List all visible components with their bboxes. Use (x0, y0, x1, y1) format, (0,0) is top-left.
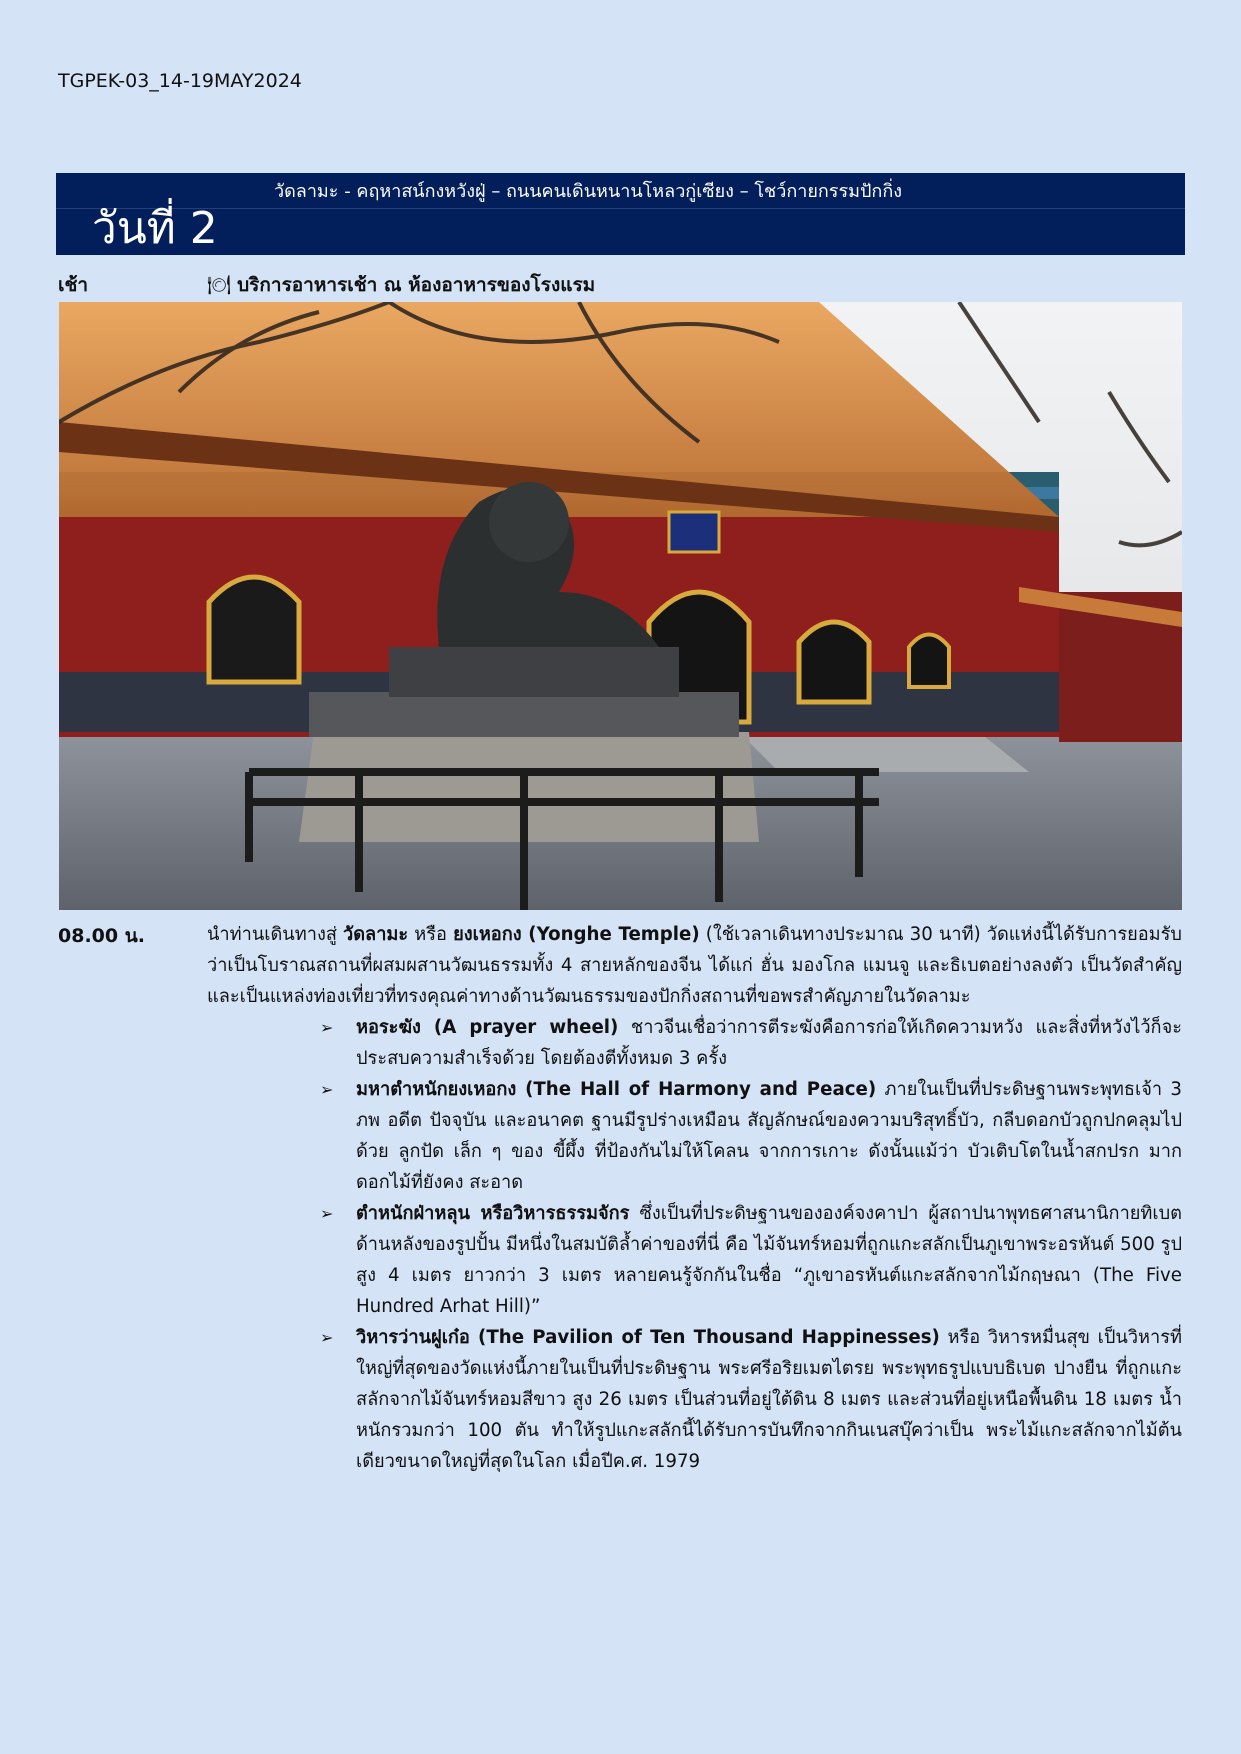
list-item (320, 1074, 1182, 1198)
document-code: TGPEK-03_14-19MAY2024 (58, 70, 302, 92)
highlight-title: ตำหนักฝ่าหลุน หรือวิหารธรรมจักร (356, 1203, 630, 1224)
temple-highlights-list (320, 1012, 1182, 1477)
intro-text-pre: นำท่านเดินทางสู่ (207, 924, 344, 945)
breakfast-line (207, 270, 595, 300)
highlight-title: วิหารว่านฝูเก๋อ (The Pavilion of Ten Thousand Happinesses) (356, 1327, 940, 1348)
highlight-title: หอระฆัง (A prayer wheel) (356, 1017, 619, 1038)
list-item (320, 1198, 1182, 1322)
list-item (320, 1322, 1182, 1477)
day-itinerary-subtitle: วัดลามะ - คฤหาสน์กงหวังฝู่ – ถนนคนเดินหนานโหลวกู่เซียง – โชว์กายกรรมปักกิ่ง (274, 181, 903, 202)
intro-temple-name: วัดลามะ (343, 924, 409, 945)
arrow-bullet-icon: ➢ (320, 1080, 334, 1099)
highlight-text: ซึ่งเป็นที่ประดิษฐานขององค์จงคาปา ผู้สถาปนาพุทธศาสนานิกายทิเบต ด้านหลังของรูปปั้น มีหนึ่งในสมบัติล้ำค่าของที่นี่ คือ ไม้จันทร์หอมที่ถูกแกะสลักเป็นภูเขาพระอรหันต์ 500 รูป สูง 4 เมตร ยาวกว่า 3 เมตร หลายคนรู้จักกันในชื่อ “ภูเขาอรหันต์แกะสลักจากไม้กฤษณา (The Five Hundred Arhat Hill)” (356, 1203, 1182, 1317)
intro-temple-alt-name: ยงเหอกง (Yonghe Temple) (453, 924, 700, 945)
plate-cutlery-icon: 🍽 (207, 274, 232, 296)
temple-illustration (59, 302, 1182, 910)
day-header-banner (56, 173, 1185, 255)
intro-text-mid: หรือ (408, 924, 454, 945)
morning-label: เช้า (58, 274, 89, 296)
banner-divider (56, 208, 1185, 209)
intro-text-post: (ใช้เวลาเดินทางประมาณ 30 นาที) วัดแห่งนี้ได้รับการยอมรับว่าเป็นโบราณสถานที่ผสมผสานวัฒนธรรมทั้ง 4 สายหลักของจีน ได้แก่ ฮั่น มองโกล แมนจู และธิเบตอย่างลงตัว เป็นวัดสำคัญ และเป็นแหล่งท่องเที่ยวที่ทรงคุณค่าทางด้านวัฒนธรรมของปักกิ่งสถานที่ขอพรสำคัญภายในวัดลามะ (207, 924, 1182, 1007)
schedule-time: 08.00 น. (58, 925, 145, 947)
day-title: วันที่ 2 (92, 203, 218, 254)
arrow-bullet-icon: ➢ (320, 1204, 334, 1223)
list-item (320, 1012, 1182, 1074)
highlight-text: ภายในเป็นที่ประดิษฐานพระพุทธเจ้า 3 ภพ อดีต ปัจจุบัน และอนาคต ฐานมีรูปร่างเหมือน สัญลักษณ์ของความบริสุทธิ์บัว, กลีบดอกบัวถูกปกคลุมไปด้วย ลูกปัด เล็ก ๆ ของ ขี้ผึ้ง ที่ป้องกันไม่ให้โคลน จากการเกาะ ดังนั้นแม้ว่า บัวเติบโตในน้ำสกปรก มาก ดอกไม้ที่ยังคง สะอาด (356, 1079, 1183, 1193)
temple-photo (59, 302, 1182, 910)
highlight-text: หรือ วิหารหมื่นสุข เป็นวิหารที่ใหญ่ที่สุดของวัดแห่งนี้ภายในเป็นที่ประดิษฐาน พระศรีอริยเมตไตรย พระพุทธรูปแบบธิเบต ปางยืน ที่ถูกแกะสลักจากไม้จันทร์หอมสีขาว สูง 26 เมตร เป็นส่วนที่อยู่ใต้ดิน 8 เมตร และส่วนที่อยู่เหนือพื้นดิน 18 เมตร น้ำหนักรวมกว่า 100 ตัน ทำให้รูปแกะสลักนี้ได้รับการบันทึกจากกินเนสบุ๊คว่าเป็น พระไม้แกะสลักจากไม้ต้นเดียวขนาดใหญ่ที่สุดในโลก เมื่อปีค.ศ. 1979 (356, 1327, 1182, 1472)
breakfast-text: บริการอาหารเช้า ณ ห้องอาหารของโรงแรม (237, 274, 596, 296)
arrow-bullet-icon: ➢ (320, 1328, 334, 1347)
arrow-bullet-icon: ➢ (320, 1018, 334, 1037)
highlight-text: ชาวจีนเชื่อว่าการตีระฆังคือการก่อให้เกิดความหวัง และสิ่งที่หวังไว้ก็จะประสบความสำเร็จด้วย โดยต้องตีทั้งหมด 3 ครั้ง (356, 1017, 1182, 1069)
highlight-title: มหาตำหนักยงเหอกง (The Hall of Harmony and Peace) (356, 1079, 877, 1100)
yonghe-temple-intro (207, 919, 1182, 1012)
